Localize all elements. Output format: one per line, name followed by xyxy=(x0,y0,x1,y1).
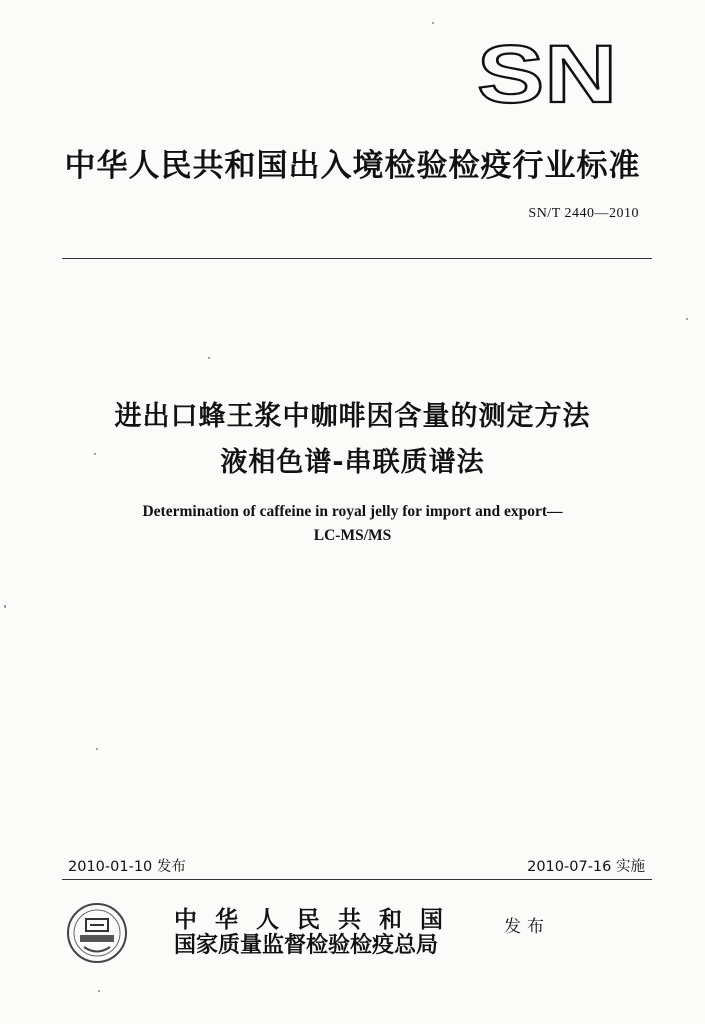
bottom-divider xyxy=(62,879,652,880)
title-english-line-1: Determination of caffeine in royal jelly for import and export— xyxy=(142,503,563,520)
sn-logo-text: SN xyxy=(477,36,617,108)
scan-speck xyxy=(686,318,688,320)
top-divider xyxy=(62,258,652,259)
title-english-line-2: LC-MS/MS xyxy=(313,527,392,544)
issue-label: 发布 xyxy=(504,917,550,937)
title-chinese-line-1: 进出口蜂王浆中咖啡因含量的测定方法 xyxy=(114,401,591,432)
sn-logo xyxy=(476,36,618,108)
issuer-country: 中华人民共和国 xyxy=(174,906,461,933)
organization-header: 中华人民共和国出入境检验检疫行业标准 xyxy=(64,148,641,184)
official-seal-icon xyxy=(66,902,128,964)
scan-speck xyxy=(94,453,96,455)
issue-date: 2010-01-10 发布 xyxy=(68,859,186,875)
title-chinese-line-2: 液相色谱-串联质谱法 xyxy=(220,447,485,478)
seal-graphic xyxy=(66,902,128,964)
scan-speck xyxy=(208,357,210,359)
scan-speck xyxy=(96,748,98,750)
sn-logo-graphic xyxy=(476,36,618,108)
issuer-agency: 国家质量监督检验检疫总局 xyxy=(174,932,439,958)
implementation-date: 2010-07-16 实施 xyxy=(527,859,645,875)
scan-speck xyxy=(432,22,434,24)
scan-speck xyxy=(98,990,100,992)
scan-speck xyxy=(4,605,6,608)
standard-number: SN/T 2440—2010 xyxy=(528,206,639,221)
